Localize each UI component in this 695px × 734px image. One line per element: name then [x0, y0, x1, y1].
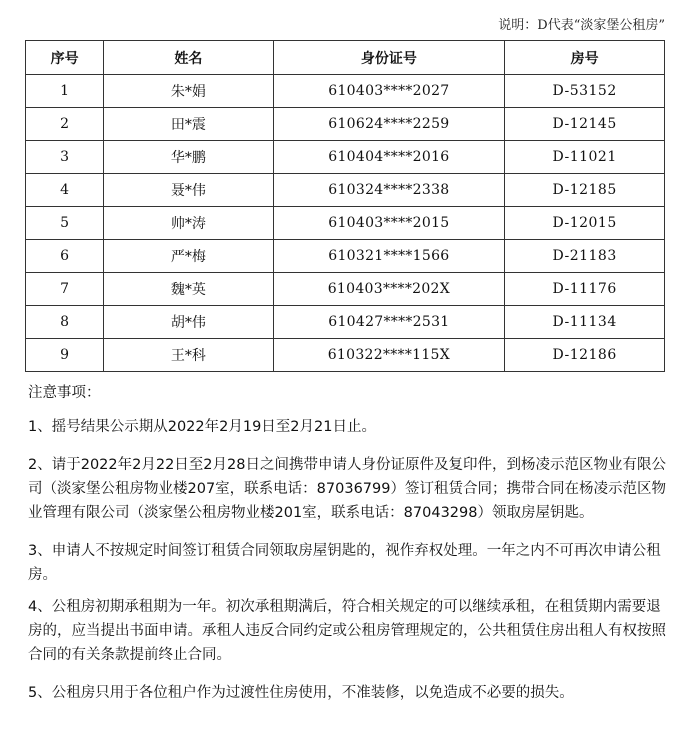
row-room-number: D-11021 [505, 141, 665, 174]
row-no: 1 [26, 75, 104, 108]
row-id-number: 610403****2027 [273, 75, 505, 108]
note-item-3: 3、申请人不按规定时间签订租赁合同领取房屋钥匙的，视作弃权处理。一年之内不可再次申请公租房。 [28, 543, 661, 583]
row-id-number: 610403****2015 [273, 207, 505, 240]
row-name: 朱*娟 [104, 75, 273, 108]
row-name: 华*鹏 [104, 141, 273, 174]
row-no: 3 [26, 141, 104, 174]
row-id-number: 610404****2016 [273, 141, 505, 174]
row-room-number: D-21183 [505, 240, 665, 273]
row-name: 胡*伟 [104, 306, 273, 339]
row-name: 帅*涛 [104, 207, 273, 240]
row-room-number: D-12186 [505, 339, 665, 372]
notes-section [28, 381, 668, 713]
note-item-5: 5、公租房只用于各位租户作为过渡性住房使用，不准装修，以免造成不必要的损失。 [28, 685, 574, 701]
table-row [26, 339, 665, 372]
row-no: 7 [26, 273, 104, 306]
table-header-row [26, 41, 665, 75]
row-room-number: D-12185 [505, 174, 665, 207]
row-id-number: 610427****2531 [273, 306, 505, 339]
row-room-number: D-53152 [505, 75, 665, 108]
header-id-number: 身份证号 [273, 41, 505, 75]
notes-heading: 注意事项： [28, 385, 101, 401]
table-row [26, 174, 665, 207]
row-name: 聂*伟 [104, 174, 273, 207]
row-room-number: D-12015 [505, 207, 665, 240]
row-name: 王*科 [104, 339, 273, 372]
row-id-number: 610321****1566 [273, 240, 505, 273]
table-row [26, 273, 665, 306]
row-room-number: D-11134 [505, 306, 665, 339]
note-item-1: 1、摇号结果公示期从2022年2月19日至2月21日止。 [28, 419, 376, 435]
row-no: 8 [26, 306, 104, 339]
header-no: 序号 [26, 41, 104, 75]
table-row [26, 306, 665, 339]
row-name: 田*震 [104, 108, 273, 141]
top-note: 说明：D代表“淡家堡公租房” [498, 18, 665, 33]
allocation-table [25, 40, 665, 372]
header-room-number: 房号 [505, 41, 665, 75]
table-row [26, 207, 665, 240]
note-item-4: 4、公租房初期承租期为一年。初次承租期满后，符合相关规定的可以继续承租，在租赁期内需要退房的，应当提出书面申请。承租人违反合同约定或公租房管理规定的，公共租赁住房出租人有权按照合同的有关条款提前终止合同。 [28, 599, 666, 663]
row-no: 4 [26, 174, 104, 207]
row-room-number: D-11176 [505, 273, 665, 306]
table-row [26, 75, 665, 108]
row-id-number: 610624****2259 [273, 108, 505, 141]
table-row [26, 108, 665, 141]
header-name: 姓名 [104, 41, 273, 75]
note-item-2: 2、请于2022年2月22日至2月28日之间携带申请人身份证原件及复印件，到杨凌示范区物业有限公司（淡家堡公租房物业楼207室，联系电话：87036799）签订租赁合同；携带合同在杨凌示范区物业管理有限公司（淡家堡公租房物业楼201室，联系电话：87043298）领取房屋钥匙。 [28, 457, 666, 521]
row-no: 6 [26, 240, 104, 273]
row-name: 严*梅 [104, 240, 273, 273]
row-room-number: D-12145 [505, 108, 665, 141]
row-id-number: 610324****2338 [273, 174, 505, 207]
row-no: 9 [26, 339, 104, 372]
table-row [26, 141, 665, 174]
row-no: 5 [26, 207, 104, 240]
row-id-number: 610322****115X [273, 339, 505, 372]
row-id-number: 610403****202X [273, 273, 505, 306]
table-row [26, 240, 665, 273]
row-name: 魏*英 [104, 273, 273, 306]
row-no: 2 [26, 108, 104, 141]
